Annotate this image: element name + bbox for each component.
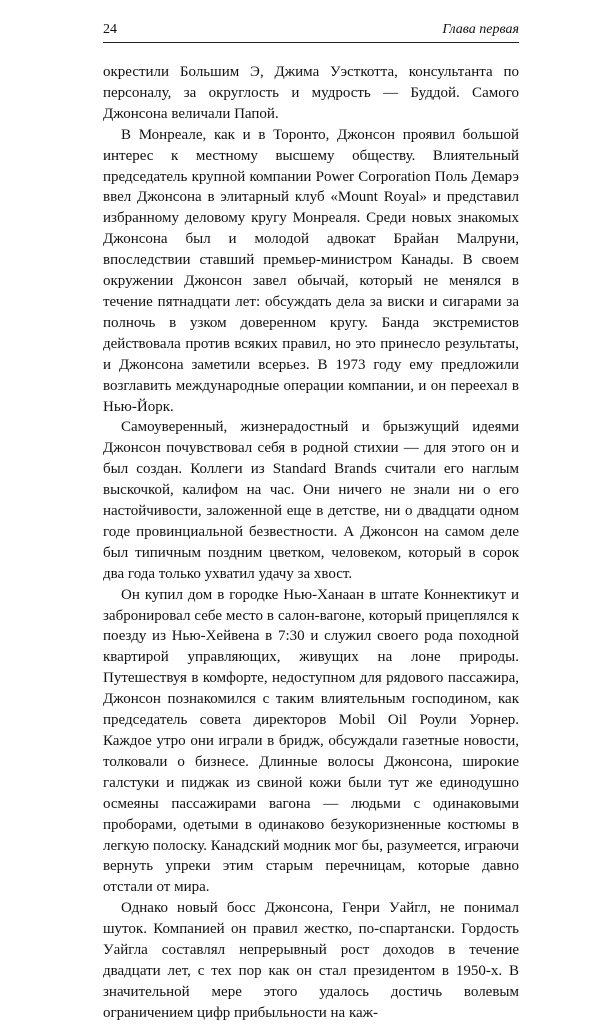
chapter-title: Глава первая	[442, 22, 519, 37]
paragraph-4: Он купил дом в городке Нью-Ханаан в штате Коннектикут и забронировал себе место в салон-вагоне, который прицеплялся к поезду из Нью-Хейвена в 7:30 и служил своего рода походной квартирой управляющих, живущих на лоне природы. Путешествуя в комфорте, недоступном для рядового пассажира, Джонсон познакомился с таким влиятельным господином, как председатель совета директоров Mobil Oil Роули Уорнер. Каждое утро они играли в бридж, обсуждали газетные новости, толковали о бизнесе. Длинные волосы Джонсона, широкие галстуки и пиджак из свиной кожи были тут же единодушно осмеяны пассажирами вагона — людьми с одинаковыми проборами, одетыми в одинаково безукоризненные костюмы в легкую полоску. Канадский модник мог бы, разумеется, играючи вернуть упреки этим старым перечницам, которые давно отстали от мира.	[103, 586, 519, 896]
paragraph-3: Самоуверенный, жизнерадостный и брызжущий идеями Джонсон почувствовал себя в родной стихии — для этого он и был создан. Коллеги из Standard Brands считали его наглым выскочкой, калифом на час. Они ничего не знали ни о его настойчивости, заложенной еще в детстве, ни о двадцати одном годе провинциальной безвестности. А Джонсон на самом деле был типичным поздним цветком, человеком, который в сорок два года только ухватил удачу за хвост.	[103, 419, 519, 582]
running-header	[103, 20, 519, 43]
paragraph-2: В Монреале, как и в Торонто, Джонсон проявил большой интерес к местному высшему обществу. Влиятельный председатель крупной компании Power Corporation Поль Демарэ ввел Джонсона в элитарный клуб «Mount Royal» и представил избранному деловому кругу Монреаля. Среди новых знакомых Джонсона был и молодой адвокат Брайан Малруни, впоследствии ставший премьер-министром Канады. В своем окружении Джонсон завел обычай, который не менялся в течение пятнадцати лет: обсуждать дела за виски и сигарами за полночь в узком доверенном кругу. Банда экстремистов действовала против всяких правил, но это принесло результаты, и Джонсона заметили всерьез. В 1973 году ему предложили возглавить международные операции компании, и он переехал в Нью-Йорк.	[103, 126, 519, 415]
paragraph-5: Однако новый босс Джонсона, Генри Уайгл, не понимал шуток. Компанией он правил жестко, по-спартански. Гордость Уайгла составлял непрерывный рост доходов в течение двадцати лет, с тех пор как он стал президентом в 1950-х. В значительной мере этого удалось достичь волевым ограничением цифр прибыльности на каж-	[103, 900, 519, 1021]
page-number: 24	[103, 22, 117, 37]
body-text	[103, 62, 519, 1024]
paragraph-1: окрестили Большим Э, Джима Уэсткотта, консультанта по персоналу, за округлость и мудрость — Буддой. Самого Джонсона величали Папой.	[103, 64, 519, 122]
